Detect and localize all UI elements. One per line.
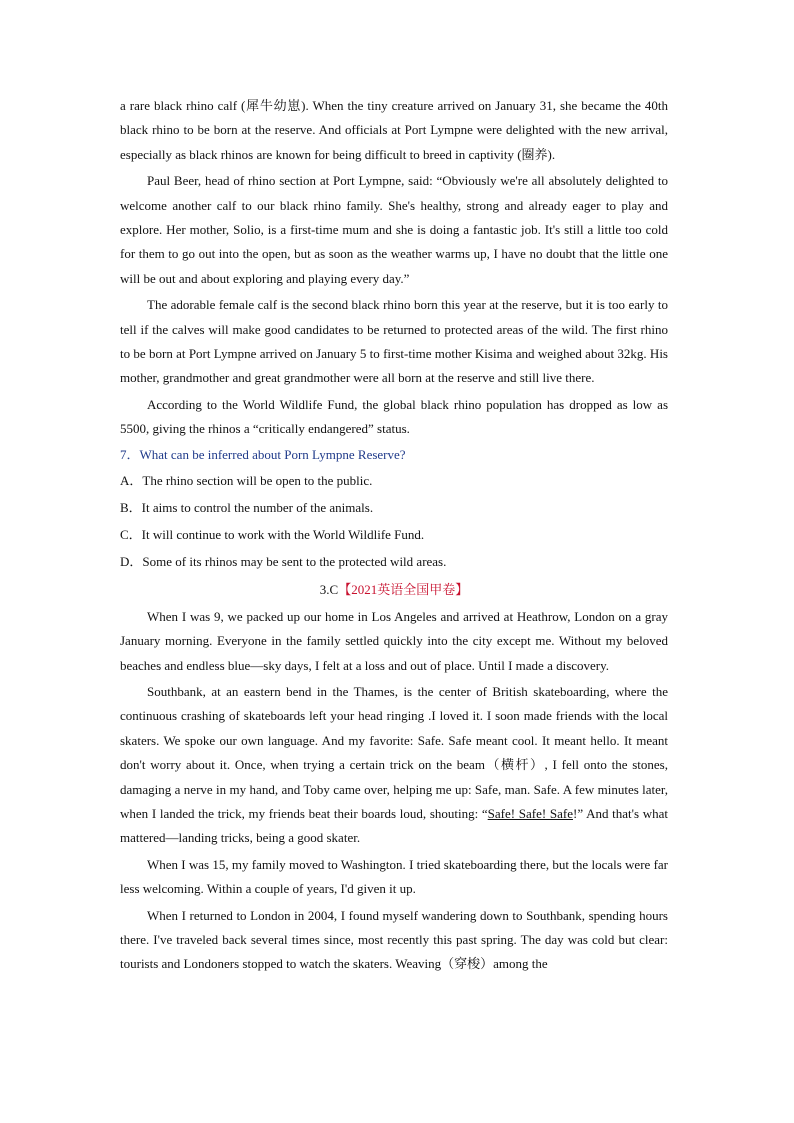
passage1-paragraph-4: According to the World Wildlife Fund, the global black rhino population has dropped as low as 5500, giving the rhinos a “critically endangered” status. — [120, 396, 668, 437]
passage2-paragraph-2-end: !” And that's what mattered—landing tricks, being a good skater. — [120, 805, 668, 846]
passage1-paragraph-1: a rare black rhino calf (犀牛幼崽). When the tiny creature arrived on January 31, she became the 40th black rhino to be born at the reserve. And officials at Port Lympne were delighted with the new arrival, especially as black rhinos are known for being difficult to breed in captivity (圈养). — [120, 98, 668, 162]
passage2-paragraph-3: When I was 15, my family moved to Washington. I tried skateboarding there, but the locals were far less welcoming. Within a couple of years, I'd given it up. — [120, 856, 668, 897]
question-7-option-a: A．The rhino section will be open to the public. — [120, 472, 373, 488]
passage1-paragraph-2: Paul Beer, head of rhino section at Port Lympne, said: “Obviously we're all absolutely delighted to welcome another calf to our black rhino family. She's healthy, strong and already eager to play and explore. Her mother, Solio, is a first-time mum and she is doing a fantastic job. It's still a little too cold for them to go out into the open, but as soon as the weather warms up, I have no doubt that the little one will be out and about exploring and playing every day.” — [120, 173, 668, 286]
section-3-source: 【2021英语全国甲卷】 — [338, 581, 469, 597]
section-3-label: 3.C — [319, 581, 339, 597]
passage1-paragraph-3: The adorable female calf is the second black rhino born this year at the reserve, but it is too early to tell if the calves will make good candidates to be returned to protected areas of the wild. The first rhino to be born at Port Lympne arrived on January 5 to first-time mother Kisima and weighed about 32kg. His mother, grandmother and great grandmother were all born at the reserve and still live there. — [120, 297, 668, 386]
section-3-heading — [120, 575, 668, 605]
underlined-phrase: Safe! Safe! Safe — [487, 805, 573, 821]
question-7-option-c: C．It will continue to work with the World Wildlife Fund. — [120, 526, 425, 542]
passage2-paragraph-1: When I was 9, we packed up our home in Los Angeles and arrived at Heathrow, London on a gray January morning. Everyone in the family settled quickly into the city except me. Without my beloved beaches and endless blue—sky days, I felt at a loss and out of place. Until I made a discovery. — [120, 608, 668, 673]
question-7-option-b: B．It aims to control the number of the animals. — [120, 499, 374, 515]
question-7-option-d: D．Some of its rhinos may be sent to the protected wild areas. — [120, 553, 447, 569]
passage2-paragraph-2-text: Southbank, at an eastern bend in the Thames, is the center of British skateboarding, where the continuous crashing of skateboards left your head ringing .I loved it. I soon made friends with the local skaters. We spoke our own language. And my favorite: Safe. Safe meant cool. It meant hello. It meant don't worry about it. Once, when trying a certain trick on the beam（横杆）, I fell onto the stones, damaging a nerve in my hand, and Toby came over, helping me up: Safe, man. Safe. A few minutes later, when I landed the trick, my friends beat their boards loud, shouting: “ — [120, 683, 668, 821]
passage2-paragraph-2 — [120, 680, 668, 851]
question-7-stem: 7．What can be inferred about Porn Lympne Reserve? — [120, 446, 406, 462]
passage2-paragraph-4: When I returned to London in 2004, I found myself wandering down to Southbank, spending hours there. I've traveled back several times since, most recently this past spring. The day was cold but clear: tourists and Londoners stopped to watch the skaters. Weaving（穿梭）among the — [120, 907, 668, 972]
